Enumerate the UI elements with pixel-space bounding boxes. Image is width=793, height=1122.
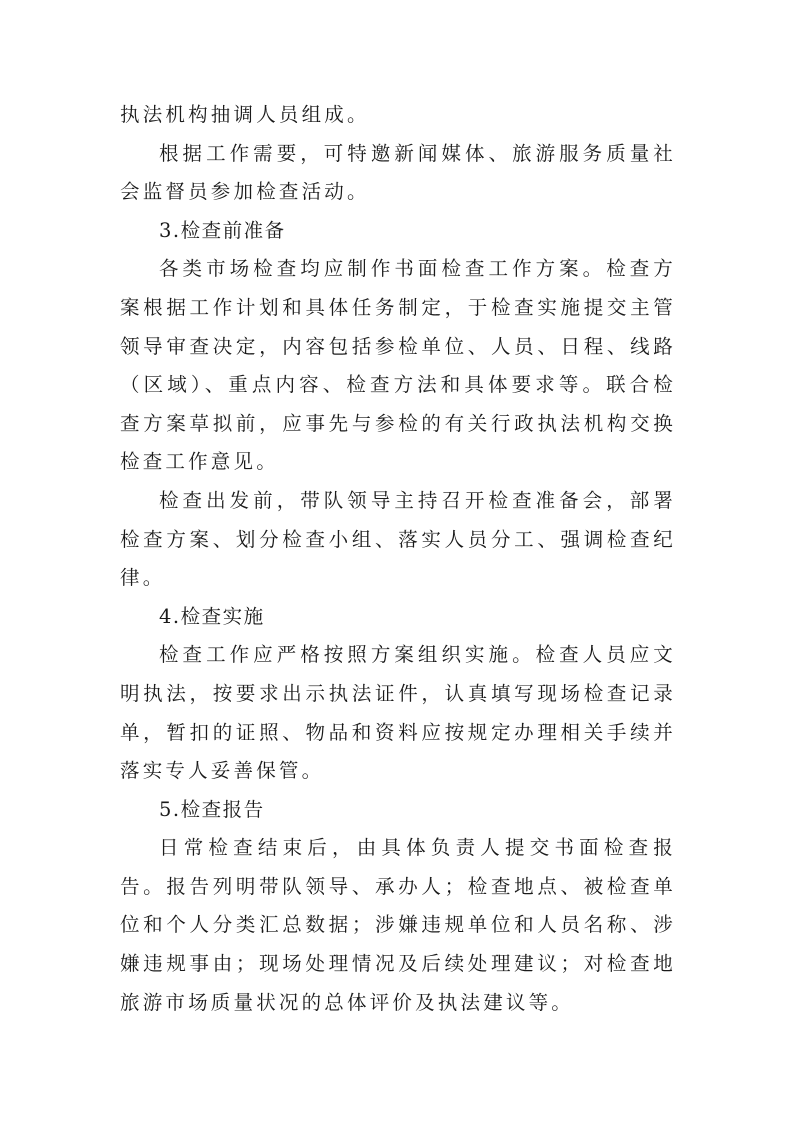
section-heading-preparation: 3.检查前准备 xyxy=(159,218,286,242)
section-heading-report: 5.检查报告 xyxy=(159,797,265,821)
paragraph-pre-departure-meeting: 检查出发前，带队领导主持召开检查准备会，部署检查方案、划分检查小组、落实人员分工、强调检查纪律。 xyxy=(120,488,676,590)
section-heading-implementation: 4.检查实施 xyxy=(159,604,265,628)
paragraph-report: 日常检查结束后，由具体负责人提交书面检查报告。报告列明带队领导、承办人；检查地点、被检查单位和个人分类汇总数据；涉嫌违规单位和人员名称、涉嫌违规事由；现场处理情况及后续处理建议；对检查地旅游市场质量状况的总体评价及执法建议等。 xyxy=(120,836,676,1014)
paragraph-special-invitees: 根据工作需要，可特邀新闻媒体、旅游服务质量社会监督员参加检查活动。 xyxy=(120,141,676,204)
paragraph-continuation: 执法机构抽调人员组成。 xyxy=(120,103,370,126)
paragraph-inspection-plan: 各类市场检查均应制作书面检查工作方案。检查方案根据工作计划和具体任务制定，于检查实施提交主管领导审查决定，内容包括参检单位、人员、日程、线路（区域）、重点内容、检查方法和具体要求等。联合检查方案草拟前，应事先与参检的有关行政执法机构交换检查工作意见。 xyxy=(120,257,676,474)
document-body xyxy=(120,96,676,1022)
paragraph-implementation: 检查工作应严格按照方案组织实施。检查人员应文明执法，按要求出示执法证件，认真填写现场检查记录单，暂扣的证照、物品和资料应按规定办理相关手续并落实专人妥善保管。 xyxy=(120,643,676,783)
